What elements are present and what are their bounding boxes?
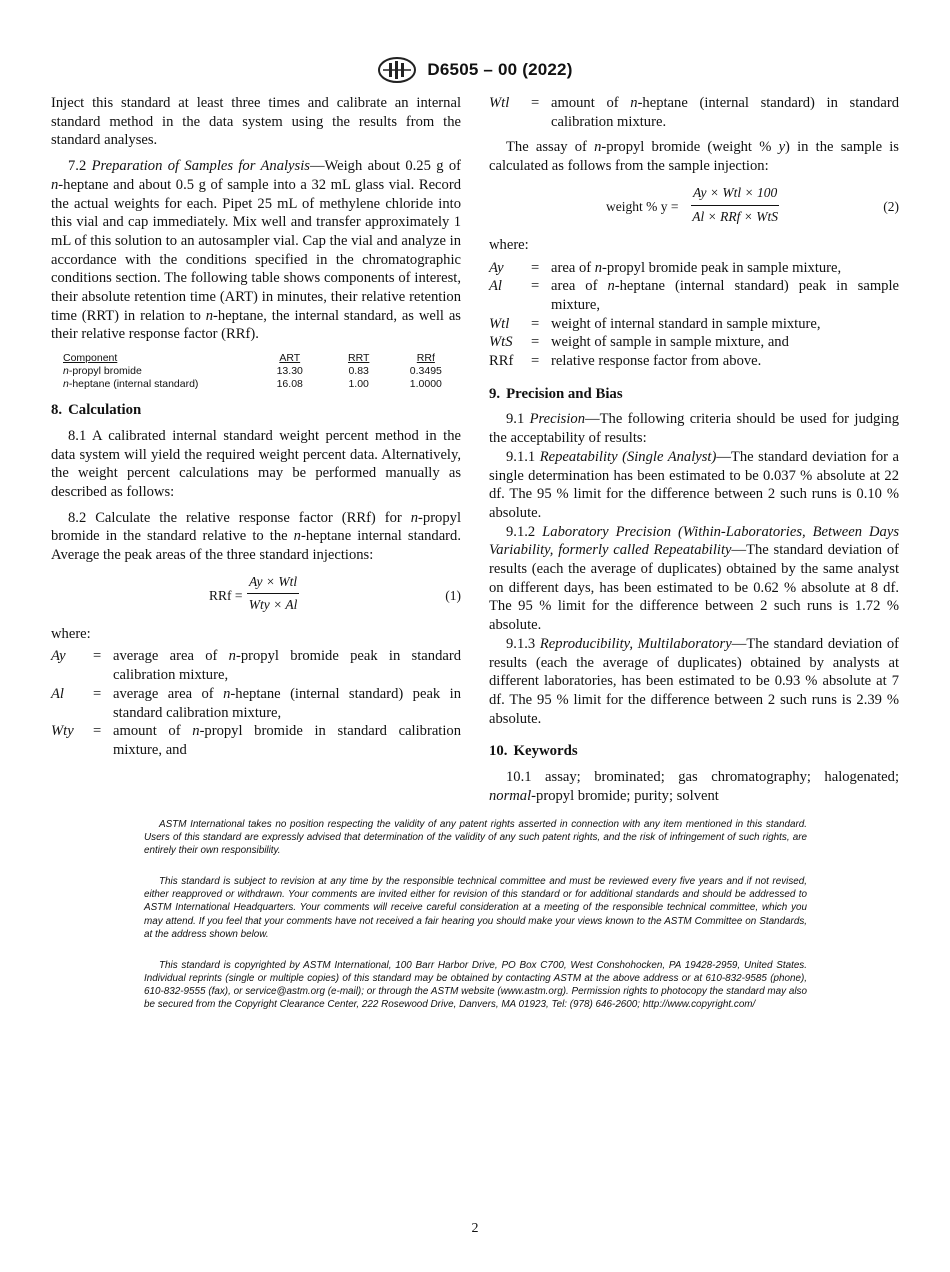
note-patent-rights: ASTM International takes no position respecting the validity of any patent rights asserted in connection with any item mentioned in this standard. Users of this standard are expressly advised that determination of the validity of any such patent rights, and the risk of infringement of such rights, are entirely their own responsibility. [144,819,807,857]
table-row: n-propyl bromide 13.30 0.83 0.3495 [63,365,442,378]
definition-item: Al = average area of n-heptane (internal standard) peak in standard calibration mixture, [51,685,461,721]
equation-2-numerator: Ay × Wtl × 100 [691,184,779,206]
page-number: 2 [471,1221,479,1236]
definition-item: Wtl = weight of internal standard in sample mixture, [489,315,821,332]
table-header-row: Component ART RRT RRf [63,352,435,365]
definition-item: Wtl = amount of n-heptane (internal standard) in standard calibration mixture. [489,95,899,130]
where-label: where: [51,625,91,642]
equation-1-denominator: Wty × Al [248,597,298,613]
section-9-heading: 9. Precision and Bias [489,385,623,402]
left-column [51,94,461,760]
paragraph-8-1: 8.1 A calibrated internal standard weight percent method in the data system will yield the required weight percent data. Alternatively, the weight percent calculations may be performed manually as described as follows: [51,427,461,500]
definitions-list-1 [51,647,461,759]
paragraph-assay: The assay of n-propyl bromide (weight % y) in the sample is calculated as follows from the sample injection: [489,139,899,175]
section-10-heading: 10. Keywords [489,743,578,760]
heading-7-2: Preparation of Samples for Analysis [91,158,310,175]
paragraph-9-1-3: 9.1.3 Reproducibility, Multilaboratory—The standard deviation of results (each the average of duplicates) obtained by analysts at different laboratories, has been estimated to be 0.93 % absolute at 7 df. The 95 % limit for the difference between 2 such runs is 2.39 % absolute. [489,635,899,727]
section-8-heading: 8. Calculation [51,402,142,419]
equation-1: RRf = Ay × Wtl Wty × Al (1) [51,573,461,619]
paragraph-8-2: 8.2 Calculate the relative response factor (RRf) for n-propyl bromide in the standard relative to the n-heptane internal standard. Average the peak areas of the three standard injections: [51,509,461,564]
equation-2: weight % y = Ay × Wtl × 100 Al × RRf × WtS (2) [489,184,899,230]
definition-item: RRf = relative response factor from above. [489,353,762,370]
equation-2-denominator: Al × RRf × WtS [692,208,778,224]
paragraph-9-1-2: 9.1.2 Laboratory Precision (Within-Laboratories, Between Days Variability, formerly called Repeatability—The standard deviation of results (each the average of duplicates) obtained by the same analyst on different days, has been estimated to be 0.62 % absolute at 8 df. The 95 % limit for the difference between 2 such runs is 1.72 % absolute. [489,523,899,634]
paragraph-9-1-1: 9.1.1 Repeatability (Single Analyst)—The standard deviation for a single determination has been estimated to be 0.037 % absolute at 22 df. The 95 % limit for the difference between 2 such runs is 0.10 % absolute. [489,448,899,521]
definition-item: WtS = weight of sample in sample mixture, and [489,334,789,351]
where-label: where: [489,236,529,253]
definitions-list-2 [489,259,899,371]
paragraph-10-1: 10.1 assay; brominated; gas chromatography; halogenated; normal-propyl bromide; purity; solvent [489,769,899,804]
definition-item: Wty = amount of n-propyl bromide in standard calibration mixture, and [51,723,461,758]
paragraph-9-1: 9.1 Precision—The following criteria should be used for judging the acceptability of results: [489,411,899,447]
right-column [489,94,899,806]
paragraph-inject-standard: Inject this standard at least three times and calibrate an internal standard method in the data system using the results from the standard analyses. [51,95,461,149]
note-revision: This standard is subject to revision at any time by the responsible technical committee and must be reviewed every five years and if not revised, either reapproved or withdrawn. Your comments are invited either for revision of this standard or for additional standards and should be addressed to ASTM International Headquarters. Your comments will receive careful consideration at a meeting of the responsible technical committee, which you may attend. If you feel that your comments have not received a fair hearing you should make your views known to the ASTM Committee on Standards, at the address shown below. [144,876,807,940]
notes-block [144,818,807,1011]
definition-item: Ay = area of n-propyl bromide peak in sample mixture, [489,259,842,276]
page-header [0,56,950,84]
astm-logo-icon [377,56,417,84]
document-designation: D6505 – 00 (2022) [427,60,573,79]
definition-item: Al = area of n-heptane (internal standard) peak in sample mixture, [489,278,899,313]
equation-1-number: (1) [445,587,461,603]
paragraph-7-2: 7.2 Preparation of Samples for Analysis—Weigh about 0.25 g of n-heptane and about 0.5 g of sample into a 32 mL glass vial. Record the actual weights for each. Pipet 25 mL of methylene chloride into this vial and cap immediately. Mix well and transfer approximately 1 mL of this solution to an autosampler vial. Cap the vial and analyze in accordance with the conditions specified in the chromatographic conditions section. The following table shows components of interest, their absolute retention time (ART) in minutes, their relative retention time (RRT) in relation to n-heptane, the internal standard, as well as their relative response factor (RRf). [51,158,462,343]
table-row: n-heptane (internal standard) 16.08 1.00 1.0000 [63,378,442,391]
equation-2-number: (2) [883,198,899,214]
definition-item: Ay = average area of n-propyl bromide peak in standard calibration mixture, [51,648,461,684]
note-copyright: This standard is copyrighted by ASTM International, 100 Barr Harbor Drive, PO Box C700, West Conshohocken, PA 19428-2959, United States. Individual reprints (single or multiple copies) of this standard may be obtained by contacting ASTM at the above address or at 610-832-9585 (phone), 610-832-9555 (fax), or service@astm.org (e-mail); or through the ASTM website (www.astm.org). Permission rights to photocopy the standard may also be secured from the Copyright Clearance Center, 222 Rosewood Drive, Danvers, MA 01923, Tel: (978) 646-2600; http://www.copyright.com/ [144,959,807,1011]
component-table [63,352,461,391]
equation-1-numerator: Ay × Wtl [247,573,299,595]
